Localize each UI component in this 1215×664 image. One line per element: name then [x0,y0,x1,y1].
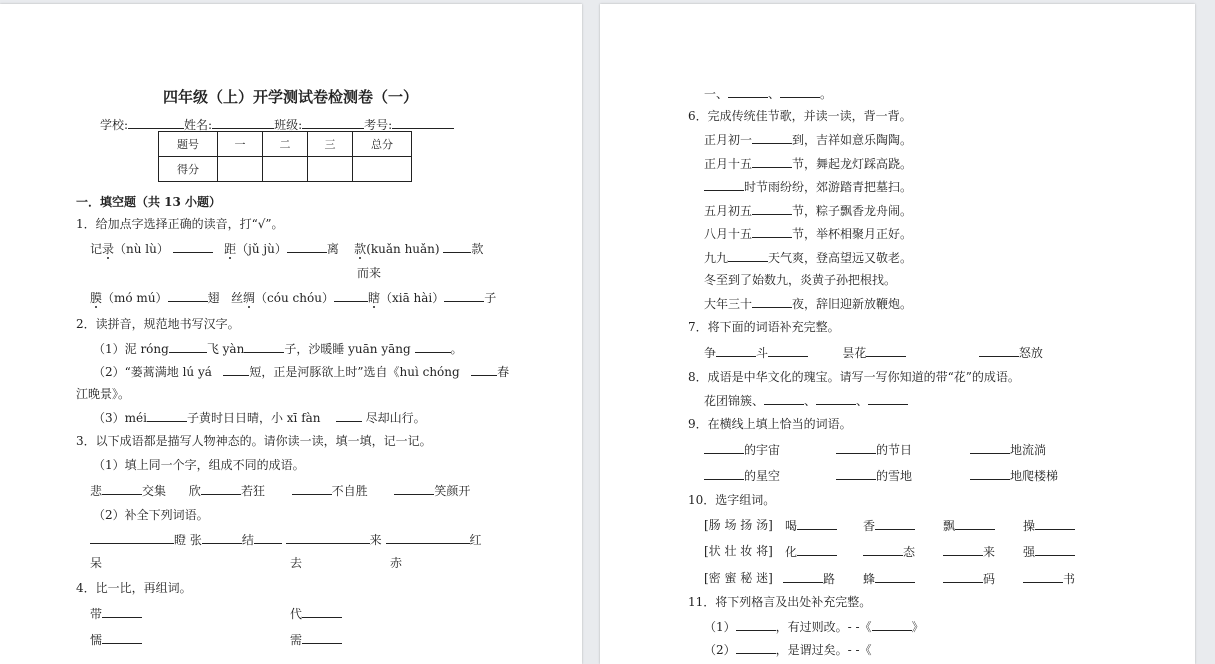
answer-blank[interactable] [168,290,208,302]
question-6-line: 冬至到了始数九，炎黄子孙把根找。 [704,273,897,287]
dotted-char: 款 [354,242,367,256]
score-cell[interactable] [308,157,353,182]
answer-blank[interactable] [302,632,342,644]
answer-blank[interactable] [752,132,792,144]
answer-blank[interactable] [970,468,1010,480]
answer-blank[interactable] [970,442,1010,454]
answer-blank[interactable] [797,544,837,556]
name-label: 姓名: [184,118,213,132]
answer-blank[interactable] [752,226,792,238]
question-9-item: 的雪地 [836,468,912,483]
table-row [159,132,412,157]
answer-blank[interactable] [716,345,756,357]
table-cell: 一 [218,132,263,157]
question-2-line-2: （2）“蒌蒿满地 lú yá 短，正是河豚欲上时”选自《huì chóng 春 [93,365,510,379]
exam-no-label: 考号: [364,118,393,132]
question-1-wrap: 而来 [357,266,382,280]
question-6-line: 正月初一 到，吉祥如意乐陶陶。 [704,133,913,147]
answer-blank[interactable] [302,606,342,618]
answer-blank[interactable] [836,442,876,454]
answer-blank[interactable] [955,518,995,530]
answer-blank[interactable] [169,341,207,353]
question-10-item: 来 [943,544,995,559]
question-6-line: 九九 天气爽，登高望远又敬老。 [704,251,913,265]
score-cell[interactable] [263,157,308,182]
dotted-char: 录 [102,242,115,256]
document-page-left [0,4,582,664]
name-blank[interactable] [212,117,274,129]
answer-blank[interactable] [254,532,282,544]
score-table [158,131,412,182]
answer-blank[interactable] [872,619,912,631]
answer-blank[interactable] [979,345,1019,357]
question-9-stem: 9．在横线上填上恰当的词语。 [688,417,852,431]
question-2-stem: 2．读拼音，规范地书写汉字。 [76,317,240,331]
student-info-line [100,117,454,132]
answer-blank[interactable] [752,203,792,215]
question-9-item: 地流淌 [970,442,1046,457]
question-10-item: 化 [785,544,837,559]
question-10-item: 飘 [943,518,995,533]
question-11-line: （1） ，有过则改。- -《 》 [704,620,924,634]
question-9-item: 的宇宙 [704,442,780,457]
question-6-line: 八月十五 节，举杯相聚月正好。 [704,227,913,241]
answer-blank[interactable] [728,250,768,262]
answer-blank[interactable] [444,290,484,302]
class-blank[interactable] [302,117,364,129]
question-1-row-1: 记录（nù lù） 距（jǔ jù） 离 款(kuǎn huǎn) 款 [90,242,484,256]
answer-blank[interactable] [875,518,915,530]
answer-blank[interactable] [866,345,906,357]
question-3-stem: 3．以下成语都是描写人物神态的。请你读一读，填一填，记一记。 [76,434,432,448]
question-6-line: 五月初五 节，粽子飘香龙舟闹。 [704,204,913,218]
dotted-char: 膜 [90,291,103,305]
answer-blank[interactable] [704,179,744,191]
answer-blank[interactable] [704,468,744,480]
answer-blank[interactable] [415,341,451,353]
continued-line: 一、 、 。 [704,87,833,101]
question-2-line-1: （1）泥 róng 飞 yàn 子，沙暖睡 yuān yāng 。 [93,342,463,356]
question-3-words-1: 悲 交集 欣 若狂 不自胜 笑颜开 [90,484,471,498]
question-6-line: 时节雨纷纷，郊游踏青把墓扫。 [704,179,912,194]
class-label: 班级: [274,118,303,132]
question-2-line-3: （3）méi 子黄时日日晴，小 xī fàn 尽却山行。 [93,411,426,425]
question-10-item: 香 [863,518,915,533]
answer-blank[interactable] [201,483,241,495]
question-4-stem: 4．比一比，再组词。 [76,581,192,595]
question-8-stem: 8．成语是中华文化的瑰宝。请写一写你知道的带“花”的成语。 [688,370,1020,384]
question-4-item: 代 [290,606,342,621]
answer-blank[interactable] [223,364,249,376]
dotted-char: 距 [224,242,237,256]
school-blank[interactable] [128,117,184,129]
question-10-item: 码 [943,571,995,586]
school-label: 学校: [100,118,129,132]
answer-blank[interactable] [1023,571,1063,583]
answer-blank[interactable] [173,241,213,253]
table-cell: 三 [308,132,353,157]
table-row [159,157,412,182]
question-9-item: 地爬楼梯 [970,468,1058,483]
answer-blank[interactable] [797,518,837,530]
question-10-stem: 10．选字组词。 [688,493,776,507]
question-8-items: 花团锦簇、 、 、 [704,393,908,408]
question-10-item: 蜂 [863,571,915,586]
answer-blank[interactable] [287,241,327,253]
answer-blank[interactable] [102,483,142,495]
answer-blank[interactable] [1035,518,1075,530]
answer-blank[interactable] [768,345,808,357]
table-cell: 总分 [353,132,412,157]
question-10-item: 态 [863,544,915,559]
question-3-words-2: 瞪 张 结 来 红 [90,532,482,547]
question-4-item: 懦 [90,632,142,647]
page-title: 四年级（上）开学测试卷检测卷（一） [163,88,419,106]
document-page-right [600,4,1195,664]
score-cell[interactable] [353,157,412,182]
question-6-line: 正月十五 节，舞起龙灯踩高跷。 [704,157,913,171]
answer-blank[interactable] [336,410,362,422]
answer-blank[interactable] [728,86,768,98]
question-11-stem: 11．将下列格言及出处补充完整。 [688,595,872,609]
answer-blank[interactable] [736,642,776,654]
answer-blank[interactable] [394,483,434,495]
dotted-char: 绸 [243,291,256,305]
answer-blank[interactable] [752,296,792,308]
dotted-char: 瞎 [367,291,380,305]
answer-blank[interactable] [736,619,776,631]
answer-blank[interactable] [102,606,142,618]
question-10-options: [肠 场 扬 汤] [704,518,773,532]
question-10-item: 书 [1023,571,1075,586]
answer-blank[interactable] [386,532,470,544]
score-cell[interactable] [218,157,263,182]
table-cell: 二 [263,132,308,157]
answer-blank[interactable] [202,532,242,544]
answer-blank[interactable] [147,410,187,422]
question-1-row-2: 膜（mó mú） 翅 丝绸（cóu chóu） 瞎（xiā hài） 子 [90,291,497,305]
question-10-item: 强 [1023,544,1075,559]
answer-blank[interactable] [816,393,856,405]
answer-blank[interactable] [102,632,142,644]
question-7-items: 争 斗 昙花 怒放 [704,346,1043,360]
answer-blank[interactable] [780,86,820,98]
answer-blank[interactable] [943,544,983,556]
question-10-options: [密 蜜 秘 迷] [704,571,773,585]
question-3-part-2: （2）补全下列词语。 [93,508,209,522]
question-3-wrap-1: 呆 [90,556,103,570]
table-cell: 得分 [159,157,218,182]
answer-blank[interactable] [704,442,744,454]
answer-blank[interactable] [875,571,915,583]
question-9-item: 的星空 [704,468,780,483]
question-1-stem: 1．给加点字选择正确的读音，打“√”。 [76,217,284,231]
answer-blank[interactable] [752,156,792,168]
answer-blank[interactable] [1035,544,1075,556]
question-10-item: 路 [783,571,835,586]
answer-blank[interactable] [244,341,284,353]
question-10-item: 喝 [785,518,837,533]
answer-blank[interactable] [443,241,471,253]
answer-blank[interactable] [836,468,876,480]
answer-blank[interactable] [783,571,823,583]
table-cell: 题号 [159,132,218,157]
answer-blank[interactable] [334,290,368,302]
question-3-wrap-2: 去 [290,556,303,570]
question-4-item: 需 [290,632,342,647]
answer-blank[interactable] [471,364,497,376]
answer-blank[interactable] [90,532,174,544]
answer-blank[interactable] [292,483,332,495]
question-3-wrap-3: 赤 [390,556,403,570]
question-10-item: 操 [1023,518,1075,533]
answer-blank[interactable] [863,544,903,556]
question-7-stem: 7．将下面的词语补充完整。 [688,320,840,334]
answer-blank[interactable] [286,532,370,544]
question-3-part-1: （1）填上同一个字，组成不同的成语。 [93,458,305,472]
section-heading: 一．填空题（共 13 小题） [76,195,222,209]
question-10-options: [状 壮 妆 将] [704,544,773,558]
answer-blank[interactable] [764,393,804,405]
question-2-line-2-wrap: 江晚景》。 [76,387,131,401]
answer-blank[interactable] [868,393,908,405]
answer-blank[interactable] [943,571,983,583]
question-6-line: 大年三十 夜，辞旧迎新放鞭炮。 [704,297,913,311]
question-9-item: 的节日 [836,442,912,457]
question-11-line: （2） ，是谓过矣。- -《 [704,643,872,657]
exam-no-blank[interactable] [392,117,454,129]
question-4-item: 带 [90,606,142,621]
question-6-stem: 6．完成传统佳节歌，并读一读，背一背。 [688,109,912,123]
